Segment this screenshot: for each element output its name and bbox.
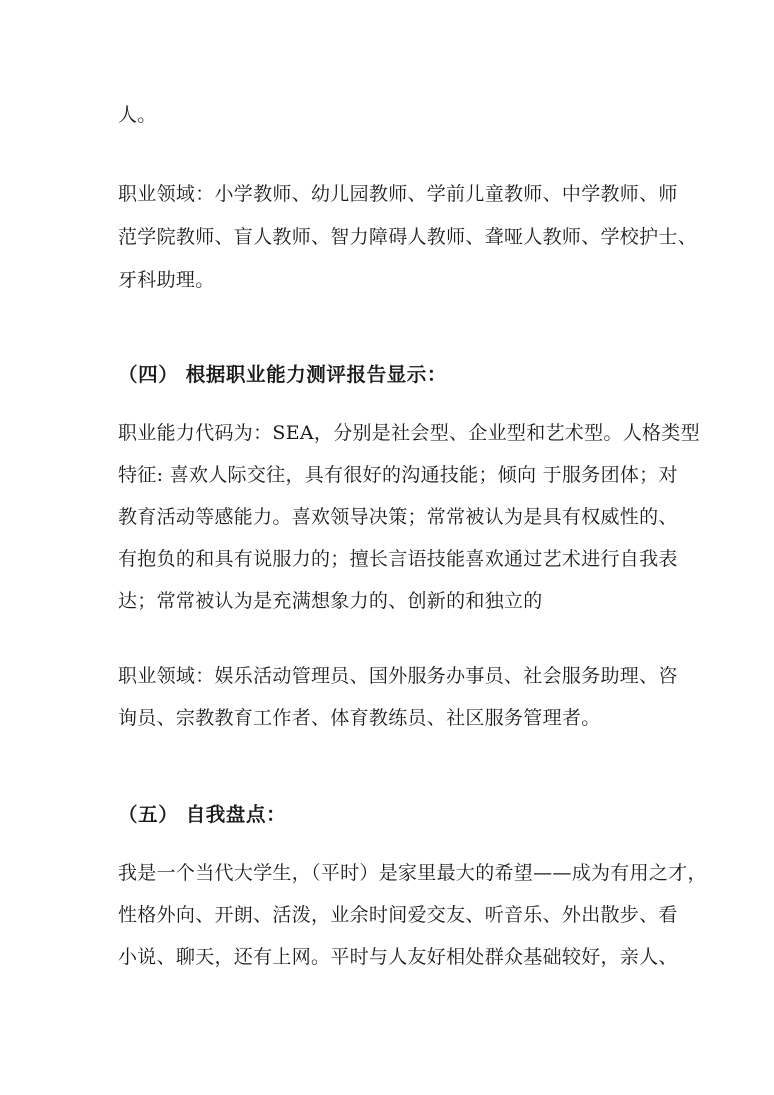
self-review-line: 我是一个当代大学生，（平时）是家里最大的希望——成为有用之才， <box>118 862 707 884</box>
ability-body-line: 职业能力代码为：SEA，分别是社会型、企业型和艺术型。人格类型 <box>118 422 700 444</box>
career-fields-line: 范学院教师、盲人教师、智力障碍人教师、聋哑人教师、学校护士、 <box>118 226 698 248</box>
section-heading-4: （四） 根据职业能力测评报告显示： <box>118 363 447 386</box>
ability-body-line: 有抱负的和具有说服力的；擅长言语技能喜欢通过艺术进行自我表 <box>118 548 678 570</box>
self-review-line: 性格外向、开朗、活泼，业余时间爱交友、听音乐、外出散步、看 <box>118 904 678 926</box>
ability-body-line: 特征: 喜欢人际交往，具有很好的沟通技能；倾向 于服务团体；对 <box>118 464 678 486</box>
ability-body-line: 达；常常被认为是充满想象力的、创新的和独立的 <box>118 590 543 612</box>
career-fields-line: 职业领域：小学教师、幼儿园教师、学前儿童教师、中学教师、师 <box>118 183 678 205</box>
ability-body-line: 教育活动等感能力。喜欢领导决策；常常被认为是具有权威性的、 <box>118 506 678 528</box>
career-fields-line: 职业领域：娱乐活动管理员、国外服务办事员、社会服务助理、咨 <box>118 665 678 687</box>
self-review-line: 小说、聊天，还有上网。平时与人友好相处群众基础较好，亲人、 <box>118 946 678 968</box>
section-heading-5: （五） 自我盘点： <box>118 803 287 826</box>
career-fields-line: 询员、宗教教育工作者、体育教练员、社区服务管理者。 <box>118 707 601 729</box>
career-fields-line: 牙科助理。 <box>118 269 215 291</box>
paragraph-continuation: 人。 <box>118 104 157 126</box>
